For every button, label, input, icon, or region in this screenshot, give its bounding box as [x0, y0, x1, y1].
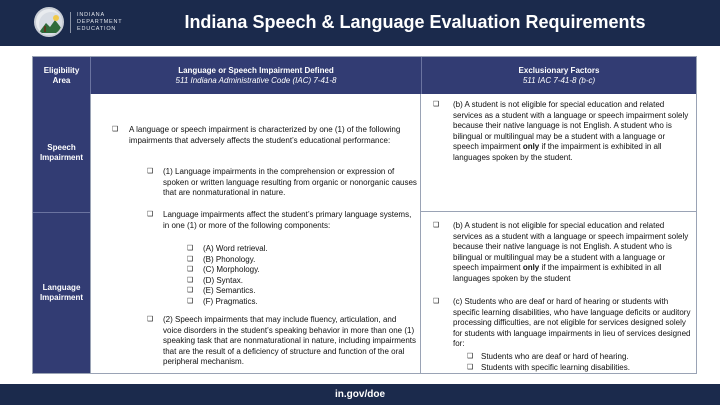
exclusion-speech-part2: if the impairment is exhibited in all languages spoken by the student.	[453, 142, 662, 162]
list-item	[187, 244, 367, 255]
exclusion-language-part2: if the impairment is exhibited in all languages spoken by the student	[453, 263, 662, 283]
component-pragmatics: (F) Pragmatics.	[203, 296, 258, 306]
header-eligibility-label: Eligibility Area	[43, 65, 80, 85]
list-item	[187, 255, 367, 266]
exclusion-language-emphasis: only	[522, 263, 540, 272]
list-item	[112, 125, 417, 146]
agency-logo[interactable]	[34, 7, 122, 37]
row-label-language	[33, 212, 90, 373]
exclusion-sub-sld: Students with specific learning disabilities.	[481, 362, 630, 372]
list-item	[467, 363, 691, 374]
list-item	[147, 315, 417, 368]
checkbox-bullet-icon: ❑	[433, 222, 440, 229]
agency-line-1: INDIANA	[77, 11, 105, 18]
components-list	[187, 244, 367, 307]
list-item	[187, 286, 367, 297]
footer-url-link[interactable]: in.gov/doe	[335, 389, 385, 400]
checkbox-bullet-icon: ❑	[187, 245, 194, 252]
agency-line-3: EDUCATION	[77, 25, 117, 32]
exclusion-language-text	[433, 221, 691, 284]
definition-item-1: (1) Language impairments in the comprehension or expression of spoken or written language resulting from organic or nonorganic causes that are nonmaturational in nature.	[163, 167, 417, 197]
agency-line-2: DEPARTMENT	[77, 18, 123, 25]
row-label-speech-text: Speech Impairment	[39, 143, 84, 162]
exclusion-speech-text	[433, 100, 691, 163]
indiana-seal-icon	[34, 7, 64, 37]
list-item	[147, 210, 417, 231]
header-bar	[0, 0, 720, 46]
requirements-table	[32, 56, 697, 374]
row-label-speech	[33, 94, 90, 212]
definition-item-1b: Language impairments affect the student’s primary language systems, in one (1) or more of the following components:	[163, 210, 412, 230]
checkbox-bullet-icon: ❑	[187, 297, 194, 305]
checkbox-bullet-icon: ❑	[112, 126, 119, 133]
definition-cell	[90, 94, 421, 373]
exclusion-language-item-c: (c) Students who are deaf or hard of hearing or students with specific learning disabilities, who have language deficits or auditory processing difficulties, are not eligible for services designed solely for students with language impairments in lieu of services designed for:	[453, 297, 691, 348]
component-semantics: (E) Semantics.	[203, 286, 256, 295]
definition-intro: A language or speech impairment is characterized by one (1) of the following impairments that adversely affects the student’s educational performance:	[129, 125, 401, 145]
list-item	[147, 167, 417, 199]
header-exclusionary	[421, 57, 696, 94]
checkbox-bullet-icon: ❑	[147, 211, 154, 218]
component-syntax: (D) Syntax.	[203, 275, 244, 285]
list-item	[187, 297, 367, 308]
footer-bar	[0, 384, 720, 405]
checkbox-bullet-icon: ❑	[147, 316, 154, 323]
checkbox-bullet-icon: ❑	[467, 363, 474, 371]
checkbox-bullet-icon: ❑	[147, 168, 154, 175]
agency-name	[70, 12, 122, 33]
checkbox-bullet-icon: ❑	[433, 101, 440, 108]
exclusion-speech-cell	[421, 94, 696, 212]
page-title: Indiana Speech & Language Evaluation Requirements	[184, 12, 646, 32]
header-definition-title: Language or Speech Impairment Defined	[178, 65, 334, 75]
checkbox-bullet-icon: ❑	[187, 287, 194, 294]
component-morphology: (C) Morphology.	[203, 265, 260, 274]
table-header-row	[33, 57, 696, 94]
row-label-language-text: Language Impairment	[39, 283, 84, 302]
component-word-retrieval: (A) Word retrieval.	[203, 244, 268, 253]
exclusion-sub-list	[467, 352, 691, 373]
definition-item-2: (2) Speech impairments that may include fluency, articulation, and voice disorders in the student’s speaking behavior in more than one (1) speaking task that are nonmaturational in nature, including impairments that are the result of a deficiency of structure and function of the oral peripheral mechanism.	[163, 315, 417, 366]
exclusion-speech-emphasis: only	[522, 142, 540, 151]
checkbox-bullet-icon: ❑	[187, 276, 194, 284]
list-item	[187, 276, 367, 287]
exclusion-speech-part1: (b) A student is not eligible for special education and related services as a student with a language or speech impairment solely because their native language is not English. A student who is bilingual or multilingual may be a student with a language or speech impairment	[453, 100, 689, 151]
component-phonology: (B) Phonology.	[203, 254, 256, 264]
list-item	[187, 265, 367, 276]
list-item	[467, 352, 691, 363]
list-item	[433, 297, 691, 350]
checkbox-bullet-icon: ❑	[187, 266, 194, 273]
checkbox-bullet-icon: ❑	[433, 298, 440, 305]
exclusion-language-part1: (b) A student is not eligible for special education and related services as a student with a language or speech impairment solely because their native language is not English. A student who is bilingual or multilingual may be a student with a language or speech impairment	[453, 221, 689, 272]
checkbox-bullet-icon: ❑	[467, 353, 474, 360]
header-exclusionary-title: Exclusionary Factors	[518, 65, 600, 75]
list-item	[433, 221, 691, 284]
header-exclusionary-citation: 511 IAC 7-41-8 (b-c)	[522, 75, 596, 85]
exclusion-sub-deaf: Students who are deaf or hard of hearing.	[481, 352, 629, 361]
header-definition	[90, 57, 421, 94]
list-item	[433, 100, 691, 163]
exclusion-language-cell	[421, 212, 696, 373]
checkbox-bullet-icon: ❑	[187, 255, 194, 263]
header-eligibility-area	[33, 57, 90, 94]
header-definition-citation: 511 Indiana Administrative Code (IAC) 7-41-8	[175, 75, 337, 85]
